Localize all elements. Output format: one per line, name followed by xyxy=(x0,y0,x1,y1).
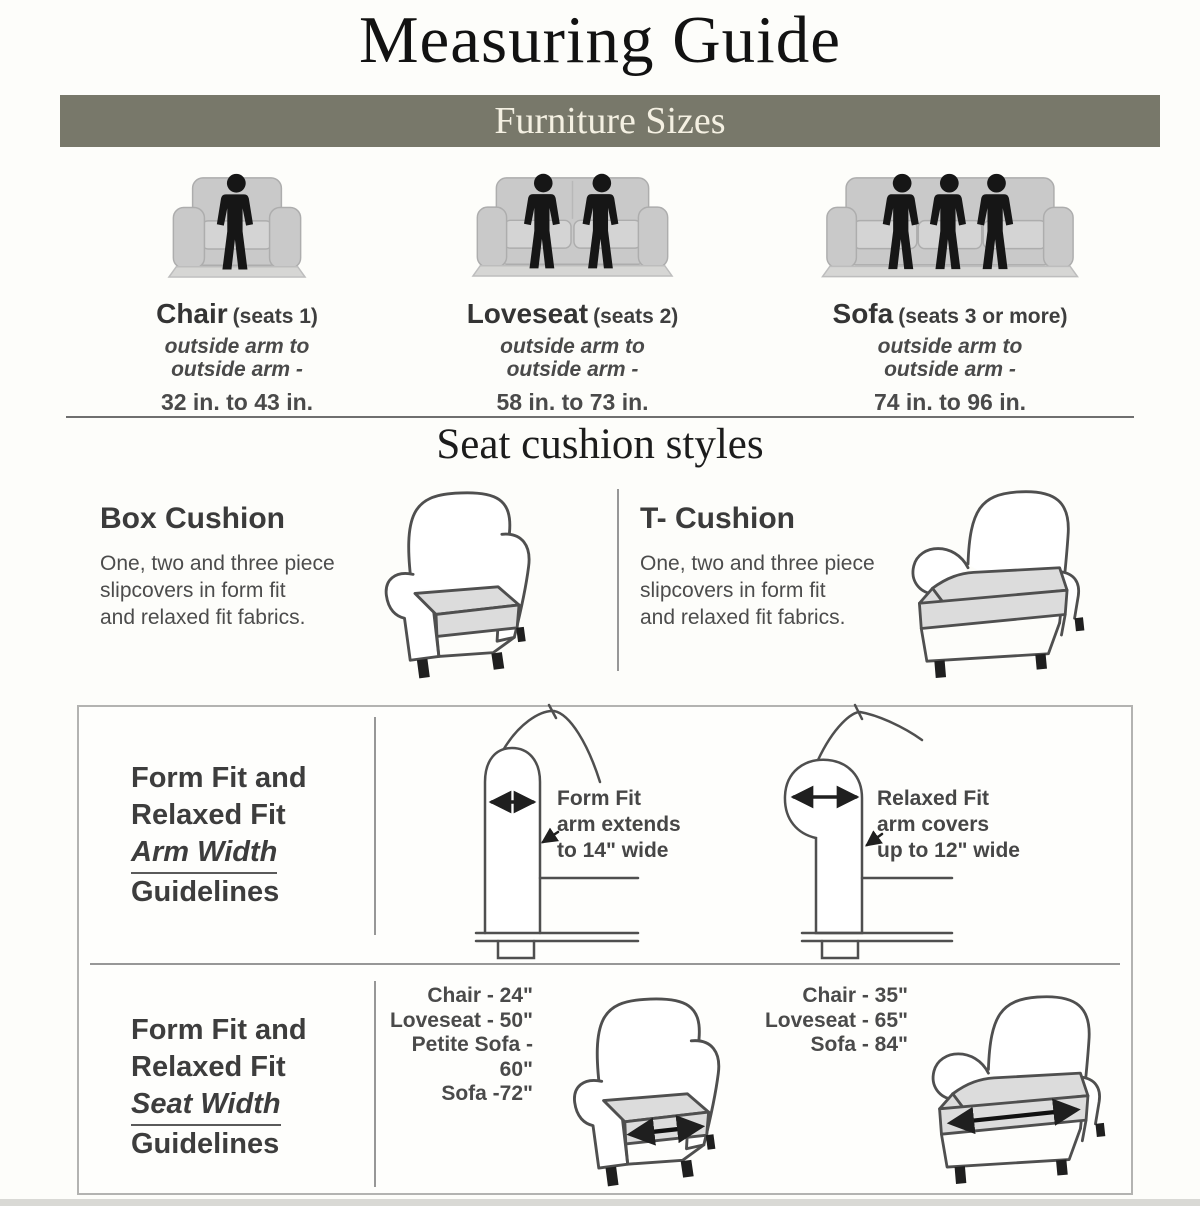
section-divider xyxy=(66,416,1134,418)
size-range: 74 in. to 96 in. xyxy=(873,389,1027,415)
chair-size-info xyxy=(112,298,362,416)
box-cushion-desc: One, two and three piece slipcovers in form fit and relaxed fit fabrics. xyxy=(100,552,335,629)
box-cushion-chair-measured-icon xyxy=(540,983,752,1190)
page-title: Measuring Guide xyxy=(358,3,842,77)
box-cushion-chair-icon xyxy=(352,477,562,682)
t-cushion-info xyxy=(640,502,910,631)
vertical-divider xyxy=(374,717,376,935)
t-cushion-chair-measured-icon xyxy=(902,983,1118,1185)
relaxed-fit-seat-sizes: Chair - 35" Loveseat - 65" Sofa - 84" xyxy=(764,984,908,1056)
vertical-divider xyxy=(617,489,619,671)
form-fit-arm-note: Form Fit arm extends to 14" wide xyxy=(557,787,681,862)
measure-text: outside arm to outside arm - xyxy=(877,335,1023,381)
sofa-front-icon xyxy=(821,172,1079,290)
chair-front-icon xyxy=(163,172,311,290)
furniture-name-line: Loveseat (seats 2) xyxy=(466,298,679,329)
size-range: 58 in. to 73 in. xyxy=(496,389,649,415)
t-cushion-desc: One, two and three piece slipcovers in form fit and relaxed fit fabrics. xyxy=(640,552,875,629)
cushion-styles-heading: Seat cushion styles xyxy=(436,421,764,468)
loveseat-front-icon xyxy=(470,172,675,289)
sofa-size-info xyxy=(790,298,1110,416)
measure-text: outside arm to outside arm - xyxy=(164,335,310,381)
measure-text: outside arm to outside arm - xyxy=(500,335,645,381)
furniture-sizes-banner: Furniture Sizes xyxy=(60,95,1160,147)
t-cushion-chair-icon xyxy=(882,478,1097,679)
loveseat-size-info xyxy=(445,298,700,416)
box-cushion-title: Box Cushion xyxy=(100,502,285,535)
form-fit-seat-sizes: Chair - 24" Loveseat - 50" Petite Sofa - 60" Sofa -72" xyxy=(389,984,533,1105)
furniture-name-line: Sofa (seats 3 or more) xyxy=(832,298,1068,329)
vertical-divider xyxy=(374,981,376,1187)
box-cushion-info xyxy=(100,502,360,631)
size-range: 32 in. to 43 in. xyxy=(160,389,314,415)
row-divider xyxy=(90,963,1120,965)
furniture-name-line: Chair (seats 1) xyxy=(156,298,318,329)
bottom-edge-strip xyxy=(0,1199,1200,1206)
t-cushion-title: T- Cushion xyxy=(640,502,795,535)
relaxed-fit-arm-note: Relaxed Fit arm covers up to 12" wide xyxy=(877,787,1020,862)
arm-width-label: Form Fit and Relaxed Fit Arm Width Guidelines xyxy=(131,762,307,908)
seat-width-label: Form Fit and Relaxed Fit Seat Width Guidelines xyxy=(131,1014,307,1160)
